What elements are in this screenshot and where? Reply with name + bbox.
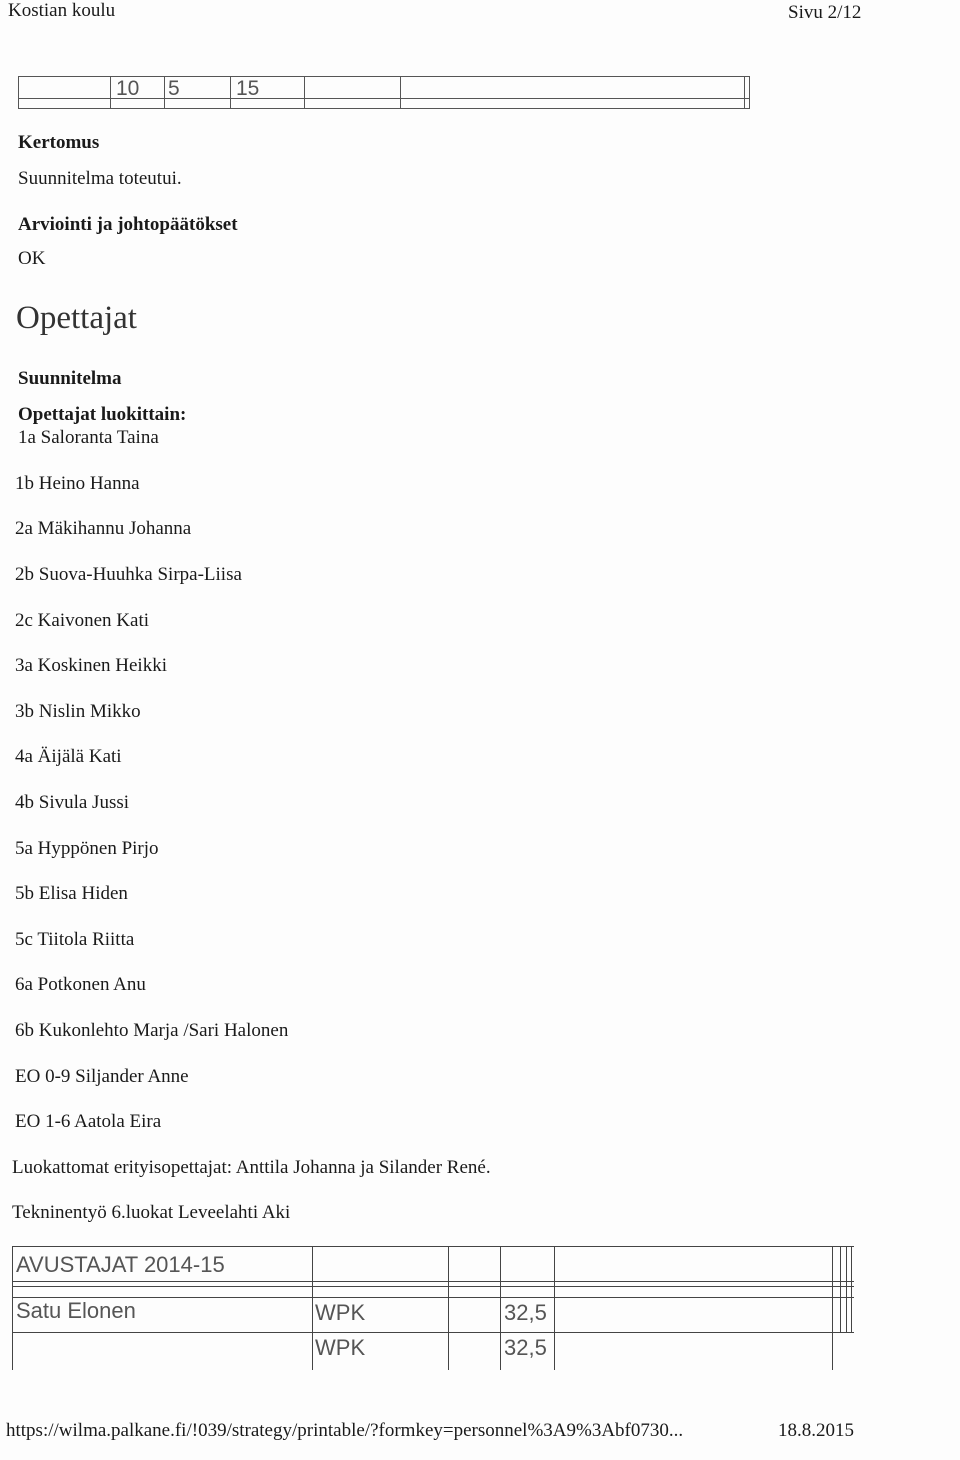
list-item: 2b Suova-Huuhka Sirpa-Liisa [15,564,242,585]
list-item: Luokattomat erityisopettajat: Anttila Johanna ja Silander René. [12,1157,491,1178]
assistant-hours: 32,5 [504,1335,547,1360]
list-item: 4b Sivula Jussi [15,792,130,813]
avustajat-title: AVUSTAJAT 2014-15 [16,1252,225,1277]
assistant-hours: 32,5 [504,1300,547,1325]
list-item: 3b Nislin Mikko [15,701,141,722]
list-item: 1b Heino Hanna [15,473,140,494]
list-item: 3a Koskinen Heikki [15,655,167,676]
list-item: 5b Elisa Hiden [15,883,128,904]
list-item: 6b Kukonlehto Marja /Sari Halonen [15,1020,289,1041]
print-date: 18.8.2015 [778,1420,854,1441]
page-number: Sivu 2/12 [788,2,862,23]
assistant-type: WPK [315,1300,366,1325]
list-item: 6a Potkonen Anu [15,974,146,995]
section-title: Opettajat [16,300,137,336]
list-item: Tekninentyö 6.luokat Leveelahti Aki [12,1202,291,1223]
top-table-cell: 15 [236,77,260,100]
list-item: 5a Hyppönen Pirjo [15,838,159,859]
arviointi-text: OK [18,248,46,269]
list-item: 2a Mäkihannu Johanna [15,518,192,539]
list-item: EO 0-9 Siljander Anne [15,1066,189,1087]
list-item: 1a Saloranta Taina [18,427,159,448]
top-table-fragment [18,76,750,109]
list-item: 2c Kaivonen Kati [15,610,150,631]
kertomus-heading: Kertomus [18,132,100,153]
list-item: 4a Äijälä Kati [15,746,122,767]
suunnitelma-heading: Suunnitelma [18,368,122,389]
assistant-name: Satu Elonen [16,1298,136,1323]
avustajat-table [12,1246,854,1371]
top-table-cell: 10 [116,77,140,100]
arviointi-heading: Arviointi ja johtopäätökset [18,214,238,235]
assistant-type: WPK [315,1335,366,1360]
teachers-subheading: Opettajat luokittain: [18,404,187,425]
school-name: Kostian koulu [8,0,116,21]
page-url: https://wilma.palkane.fi/!039/strategy/printable/?formkey=personnel%3A9%3Abf0730... [6,1420,684,1441]
top-table-cell: 5 [168,77,180,100]
kertomus-text: Suunnitelma toteutui. [18,168,182,189]
list-item: EO 1-6 Aatola Eira [15,1111,162,1132]
list-item: 5c Tiitola Riitta [15,929,135,950]
